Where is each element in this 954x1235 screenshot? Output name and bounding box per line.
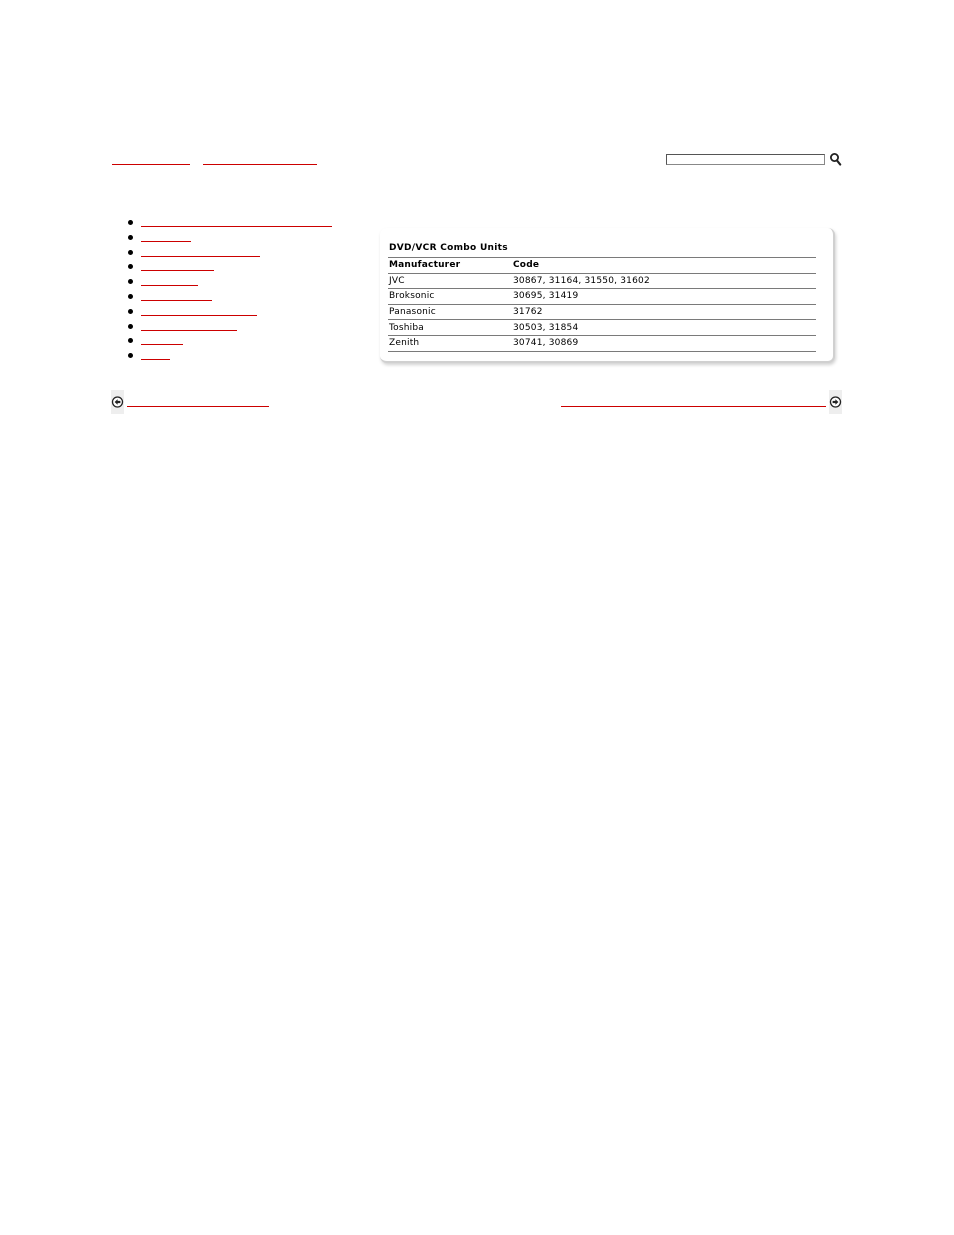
search-input[interactable] <box>666 154 825 165</box>
breadcrumb-link-2[interactable] <box>203 152 317 165</box>
magnifier-icon <box>829 152 842 167</box>
nav-link[interactable] <box>141 315 257 316</box>
prev-page-link[interactable] <box>127 406 269 407</box>
code-cell: 30503, 31854 <box>512 320 816 336</box>
bullet-icon <box>128 324 133 329</box>
bullet-icon <box>128 220 133 225</box>
manufacturer-cell: Broksonic <box>388 289 512 305</box>
code-table <box>388 257 816 352</box>
nav-link[interactable] <box>141 256 260 257</box>
table-header-row <box>388 258 816 274</box>
prev-page-button[interactable] <box>111 390 124 414</box>
nav-link[interactable] <box>141 270 214 271</box>
manufacturer-cell: Zenith <box>388 335 512 351</box>
bullet-icon <box>128 264 133 269</box>
arrow-left-circle-icon <box>111 390 124 414</box>
table-row <box>388 273 816 289</box>
nav-link[interactable] <box>141 226 332 227</box>
table-row <box>388 289 816 305</box>
nav-link[interactable] <box>141 359 170 360</box>
code-cell: 30867, 31164, 31550, 31602 <box>512 273 816 289</box>
table-row <box>388 304 816 320</box>
next-page-link[interactable] <box>561 406 826 407</box>
bullet-icon <box>128 294 133 299</box>
breadcrumb-link-1[interactable] <box>112 152 190 165</box>
card-title: DVD/VCR Combo Units <box>389 243 508 253</box>
code-cell: 30741, 30869 <box>512 335 816 351</box>
table-row <box>388 335 816 351</box>
manufacturer-cell: JVC <box>388 273 512 289</box>
bullet-icon <box>128 309 133 314</box>
manufacturer-cell: Toshiba <box>388 320 512 336</box>
nav-link[interactable] <box>141 285 198 286</box>
arrow-right-circle-icon <box>829 390 842 414</box>
search-button[interactable] <box>829 152 842 167</box>
header-code: Code <box>512 258 816 274</box>
bullet-icon <box>128 279 133 284</box>
code-cell: 31762 <box>512 304 816 320</box>
table-row <box>388 320 816 336</box>
code-card <box>380 228 835 363</box>
bullet-icon <box>128 235 133 240</box>
next-page-button[interactable] <box>829 390 842 414</box>
nav-link[interactable] <box>141 241 191 242</box>
manufacturer-cell: Panasonic <box>388 304 512 320</box>
bullet-icon <box>128 353 133 358</box>
nav-link[interactable] <box>141 344 183 345</box>
header-manufacturer: Manufacturer <box>388 258 512 274</box>
bullet-icon <box>128 250 133 255</box>
nav-link[interactable] <box>141 300 212 301</box>
code-cell: 30695, 31419 <box>512 289 816 305</box>
nav-link[interactable] <box>141 330 237 331</box>
bullet-icon <box>128 338 133 343</box>
